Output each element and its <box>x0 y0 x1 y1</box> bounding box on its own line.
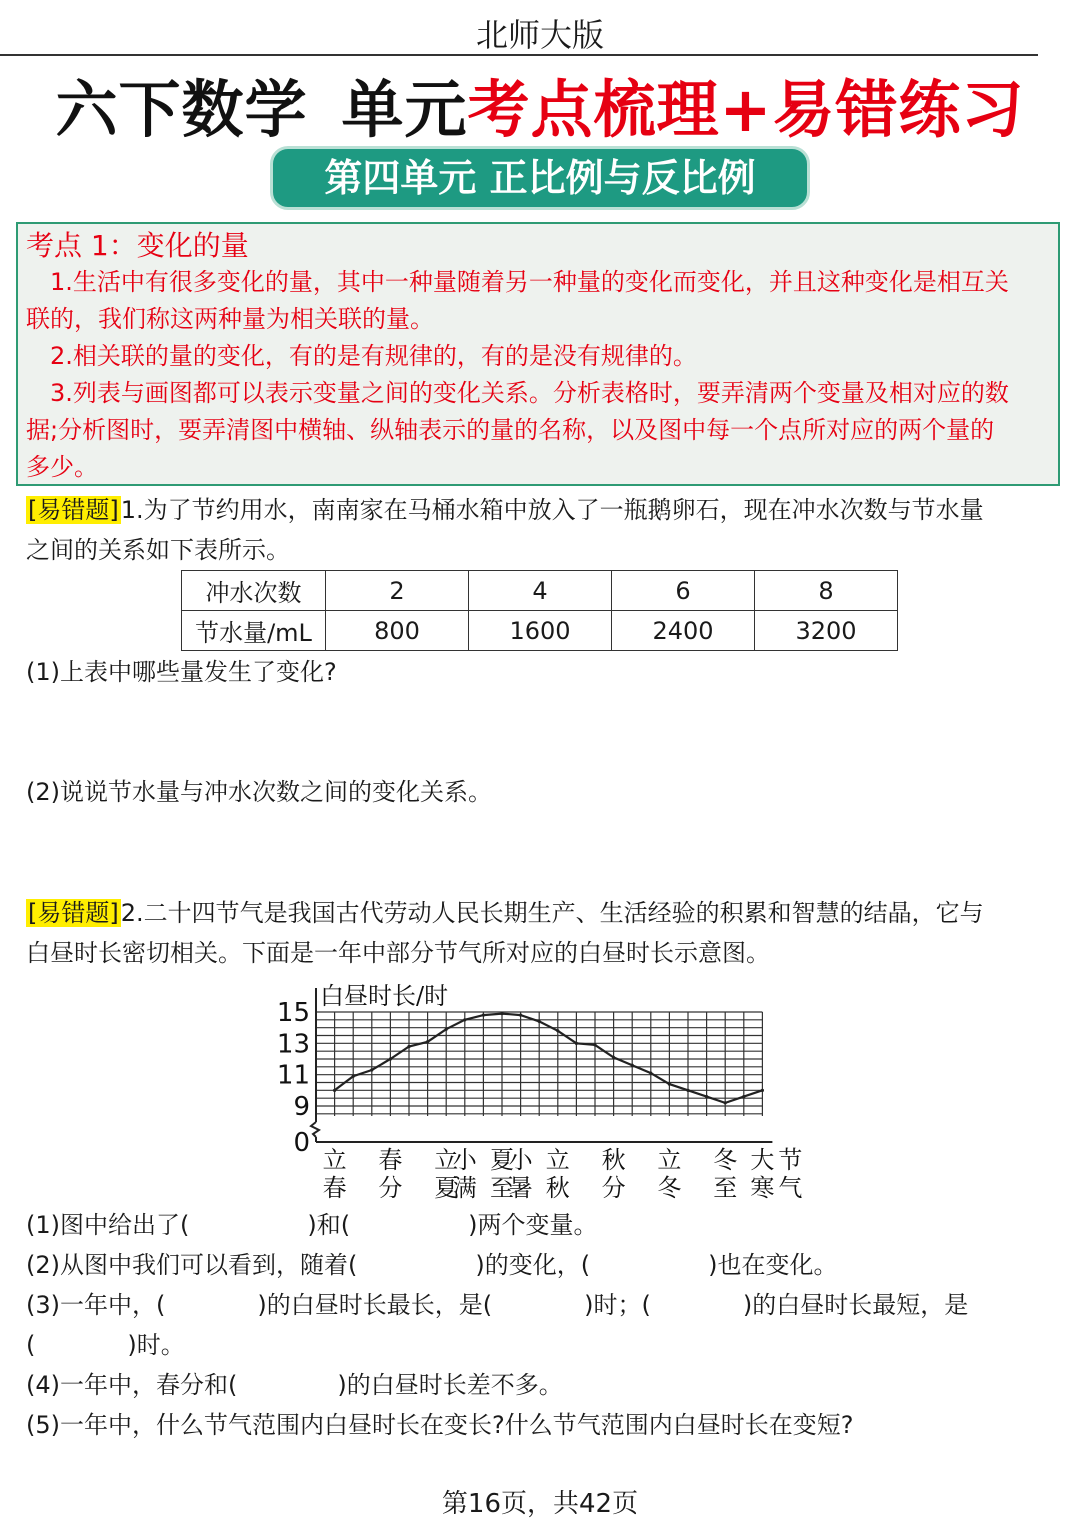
q2-sub4-b: )的白昼时长差不多。 <box>337 1371 563 1399</box>
q2-sub1-b: )和( <box>307 1211 351 1239</box>
data-point <box>593 1043 596 1046</box>
y-tick-label: 13 <box>276 1029 310 1060</box>
q1-table <box>181 570 898 651</box>
x-tick-label: 冬至 <box>713 1146 738 1202</box>
daylight-chart <box>0 970 1080 1202</box>
x-tick-label: 立秋 <box>545 1146 570 1202</box>
table-header-cell: 冲水次数 <box>182 571 326 611</box>
q2-sub3b-a: ( <box>26 1331 36 1359</box>
data-point <box>463 1018 466 1021</box>
x-tick-label: 春分 <box>378 1146 403 1202</box>
y-tick-label: 9 <box>293 1092 310 1122</box>
q1-error-tag: [易错题] <box>28 496 119 524</box>
table-row <box>182 611 898 651</box>
x-axis-label: 节气 <box>778 1146 803 1202</box>
data-point <box>500 1012 503 1015</box>
table-cell: 8 <box>755 571 898 611</box>
data-point <box>370 1068 373 1071</box>
data-point <box>352 1075 355 1078</box>
x-tick-label: 大寒 <box>750 1146 775 1202</box>
data-point <box>426 1040 429 1043</box>
q2-sub4-a: (4)一年中，春分和( <box>26 1371 238 1399</box>
data-point <box>389 1057 392 1060</box>
q2-stem <box>26 893 984 933</box>
q2-sub2 <box>26 1245 837 1285</box>
table-cell: 2 <box>326 571 469 611</box>
data-point <box>612 1056 615 1059</box>
edition-label: 北师大版 <box>475 16 604 54</box>
q2-sub4 <box>26 1365 563 1405</box>
data-point <box>556 1029 559 1032</box>
key-point-line: 3.列表与画图都可以表示变量之间的变化关系。分析表格时，要弄清两个变量及相对应的数 <box>50 379 1009 407</box>
x-tick-label: 小暑 <box>508 1146 533 1202</box>
q2-error-tag: [易错题] <box>28 899 119 927</box>
table-cell: 4 <box>469 571 612 611</box>
q2-sub1-a: (1)图中给出了( <box>26 1211 190 1239</box>
y-tick-label: 15 <box>276 998 310 1028</box>
data-point <box>333 1089 336 1092</box>
q2-text: 2.二十四节气是我国古代劳动人民长期生产、生活经验的积累和智慧的结晶，它与 <box>120 899 984 927</box>
q2-sub3-d: )的白昼时长最短，是 <box>742 1291 969 1319</box>
table-cell: 1600 <box>469 611 612 651</box>
unit-badge: 第四单元 正比例与反比例 <box>270 146 810 210</box>
q2-sub2-b: )的变化，( <box>475 1251 591 1279</box>
title-unit: 单元 <box>341 73 468 146</box>
table-cell: 6 <box>612 571 755 611</box>
key-point-line: 多少。 <box>26 453 98 481</box>
q2-sub3-c: )时；( <box>584 1291 651 1319</box>
q1-stem-cont: 之间的关系如下表所示。 <box>26 536 290 564</box>
data-point <box>482 1014 485 1017</box>
q1-sub2: (2)说说节水量与冲水次数之间的变化关系。 <box>26 778 492 806</box>
key-point-line: 据;分析图时，要弄清图中横轴、纵轴表示的量的名称，以及图中每一个点所对应的两个量的 <box>26 416 995 444</box>
data-point <box>705 1095 708 1098</box>
q2-sub5: (5)一年中，什么节气范围内白昼时长在变长?什么节气范围内白昼时长在变短? <box>26 1411 854 1439</box>
key-point-title: 考点 1：变化的量 <box>26 229 249 262</box>
q2-sub3 <box>26 1285 968 1325</box>
data-point <box>724 1101 727 1104</box>
key-point-line: 2.相关联的量的变化，有的是有规律的，有的是没有规律的。 <box>50 342 697 370</box>
x-tick-label: 秋分 <box>601 1146 626 1202</box>
key-point-line: 1.生活中有很多变化的量，其中一种量随着另一种量的变化而变化，并且这种变化是相互关 <box>50 268 1009 296</box>
x-tick-label: 立春 <box>322 1146 347 1202</box>
data-point <box>686 1089 689 1092</box>
q2-sub3-a: (3)一年中，( <box>26 1291 166 1319</box>
q2-stem-cont: 白昼时长密切相关。下面是一年中部分节气所对应的白昼时长示意图。 <box>26 939 770 967</box>
daylight-series-line <box>335 1014 763 1103</box>
page-title <box>0 70 1080 150</box>
title-subject: 六下数学 <box>55 73 308 146</box>
data-point <box>631 1064 634 1067</box>
data-point <box>519 1014 522 1017</box>
q2-sub3-cont <box>26 1325 185 1365</box>
x-tick-label: 夏至 <box>490 1146 514 1202</box>
q1-stem <box>26 490 984 530</box>
data-point <box>575 1042 578 1045</box>
y-tick-label: 0 <box>293 1128 310 1158</box>
q2-sub3b-b: )时。 <box>127 1331 185 1359</box>
q2-sub1 <box>26 1205 597 1245</box>
key-point-line: 联的，我们称这两种量为相关联的量。 <box>26 305 434 333</box>
table-header-cell: 节水量/mL <box>182 611 326 651</box>
x-tick-label: 小满 <box>452 1146 477 1202</box>
q1-text: 1.为了节约用水，南南家在马桶水箱中放入了一瓶鹅卵石，现在冲水次数与节水量 <box>120 496 984 524</box>
page-number: 第16页，共42页 <box>441 1489 639 1519</box>
y-axis-label: 白昼时长/时 <box>320 982 449 1010</box>
x-tick-label: 立冬 <box>657 1146 682 1202</box>
data-point <box>407 1045 410 1048</box>
data-point <box>538 1020 541 1023</box>
y-axis-break <box>311 1122 319 1137</box>
data-point <box>668 1082 671 1085</box>
x-tick-label: 立夏 <box>434 1146 459 1202</box>
data-point <box>445 1028 448 1031</box>
table-cell: 2400 <box>612 611 755 651</box>
data-point <box>649 1072 652 1075</box>
q1-sub1: (1)上表中哪些量发生了变化? <box>26 658 337 686</box>
table-row <box>182 571 898 611</box>
y-tick-label: 11 <box>276 1060 310 1091</box>
table-cell: 3200 <box>755 611 898 651</box>
title-highlight: 考点梳理+易错练习 <box>467 73 1025 146</box>
data-point <box>742 1095 745 1098</box>
header-divider <box>0 54 1038 56</box>
table-cell: 800 <box>326 611 469 651</box>
data-point <box>761 1089 764 1092</box>
q2-sub2-c: )也在变化。 <box>708 1251 838 1279</box>
q2-sub1-c: )两个变量。 <box>468 1211 598 1239</box>
q2-sub2-a: (2)从图中我们可以看到，随着( <box>26 1251 358 1279</box>
q2-sub3-b: )的白昼时长最长，是( <box>257 1291 493 1319</box>
